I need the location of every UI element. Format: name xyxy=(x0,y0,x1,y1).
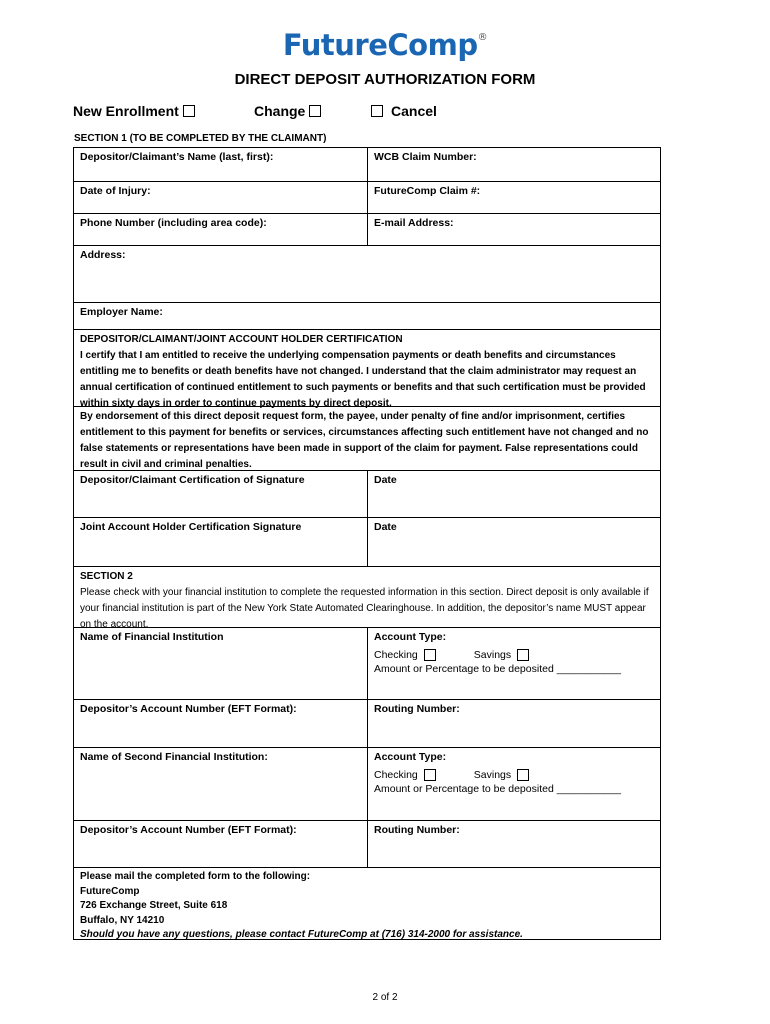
section2-intro xyxy=(74,567,660,635)
email-field[interactable]: E-mail Address: xyxy=(374,217,454,229)
account-type-label: Account Type: xyxy=(374,751,447,763)
checking-checkbox[interactable] xyxy=(424,769,436,781)
new-enrollment-option[interactable]: New Enrollment xyxy=(73,103,195,119)
new-enrollment-checkbox[interactable] xyxy=(183,105,195,117)
claimant-signature-field[interactable]: Depositor/Claimant Certification of Signature xyxy=(74,471,368,517)
date-of-injury-field[interactable]: Date of Injury: xyxy=(74,182,368,213)
account-type-label: Account Type: xyxy=(374,631,447,643)
page-number: 2 of 2 xyxy=(372,992,398,1003)
savings-checkbox[interactable] xyxy=(517,769,529,781)
mail-note: Should you have any questions, please contact FutureComp at (716) 314-2000 for assistance. xyxy=(80,929,523,940)
futurecomp-claim-field[interactable]: FutureComp Claim #: xyxy=(374,185,481,197)
certification-para2: By endorsement of this direct deposit request form, the payee, under penalty of fine and/or imprisonment, certifies entitlement to this payment for benefits or services, circumstances affecting such entitlement have not changed and no false statements or representations have been made in support of the claim for payment. False representations could result in civil and criminal penalties. xyxy=(80,411,649,470)
change-checkbox[interactable] xyxy=(309,105,321,117)
joint-date-field[interactable]: Date xyxy=(374,521,397,533)
futurecomp-logo: FutureComp® xyxy=(282,28,488,62)
account-number-field[interactable]: Depositor’s Account Number (EFT Format): xyxy=(74,700,368,747)
amount-field[interactable]: Amount or Percentage to be deposited ___________ xyxy=(374,663,621,675)
section1-heading: SECTION 1 (TO BE COMPLETED BY THE CLAIMANT) xyxy=(74,133,327,144)
wcb-claim-field[interactable]: WCB Claim Number: xyxy=(374,151,477,163)
mail-heading: Please mail the completed form to the following: xyxy=(80,871,311,882)
routing-number-field[interactable]: Routing Number: xyxy=(374,703,460,715)
phone-field[interactable]: Phone Number (including area code): xyxy=(74,214,368,245)
claimant-date-field[interactable]: Date xyxy=(374,474,397,486)
certification-heading: DEPOSITOR/CLAIMANT/JOINT ACCOUNT HOLDER CERTIFICATION xyxy=(80,334,403,345)
section2-heading: SECTION 2 xyxy=(80,571,133,582)
mail-name: FutureComp xyxy=(80,885,140,897)
second-account-number-field[interactable]: Depositor’s Account Number (EFT Format): xyxy=(74,821,368,867)
savings-checkbox[interactable] xyxy=(517,649,529,661)
certification-text xyxy=(74,330,660,414)
change-option[interactable]: Change xyxy=(254,103,321,119)
form-title: DIRECT DEPOSIT AUTHORIZATION FORM xyxy=(234,71,536,88)
form-table xyxy=(73,147,661,940)
name-field[interactable]: Depositor/Claimant’s Name (last, first): xyxy=(74,148,368,181)
second-financial-institution-field[interactable]: Name of Second Financial Institution: xyxy=(74,748,368,820)
mailing-info xyxy=(74,868,660,945)
cancel-option[interactable]: Cancel xyxy=(371,103,437,119)
second-routing-number-field[interactable]: Routing Number: xyxy=(374,824,460,836)
certification-para1: I certify that I am entitled to receive the underlying compensation payments or death benefits and circumstances entitling me to benefits or death benefits have not changed. I understand that the claim administrator may request an annual certification of continued entitlement to such payments or benefits and that such certification must be provided within sixty days in order to continue payments by direct deposit. xyxy=(80,350,646,409)
second-account-type-group: Account Type: Checking Savings Amount or Percentage to be deposited ___________ xyxy=(368,748,660,820)
mail-street: 726 Exchange Street, Suite 618 xyxy=(80,900,228,911)
account-type-group: Account Type: Checking Savings Amount or Percentage to be deposited ___________ xyxy=(368,628,660,699)
cancel-checkbox[interactable] xyxy=(371,105,383,117)
financial-institution-field[interactable]: Name of Financial Institution xyxy=(74,628,368,699)
section2-text: Please check with your financial institution to complete the requested information in this section. Direct deposit is only available if your financial institution is part of the New York State Automated Clearinghouse. In addition, the depositor’s name MUST appear on the account. xyxy=(80,587,649,630)
address-field[interactable]: Address: xyxy=(80,249,126,261)
joint-signature-field[interactable]: Joint Account Holder Certification Signature xyxy=(74,518,368,566)
mail-city: Buffalo, NY 14210 xyxy=(80,914,165,926)
checking-checkbox[interactable] xyxy=(424,649,436,661)
employer-field[interactable]: Employer Name: xyxy=(80,306,163,318)
amount-field[interactable]: Amount or Percentage to be deposited ___________ xyxy=(374,783,621,795)
